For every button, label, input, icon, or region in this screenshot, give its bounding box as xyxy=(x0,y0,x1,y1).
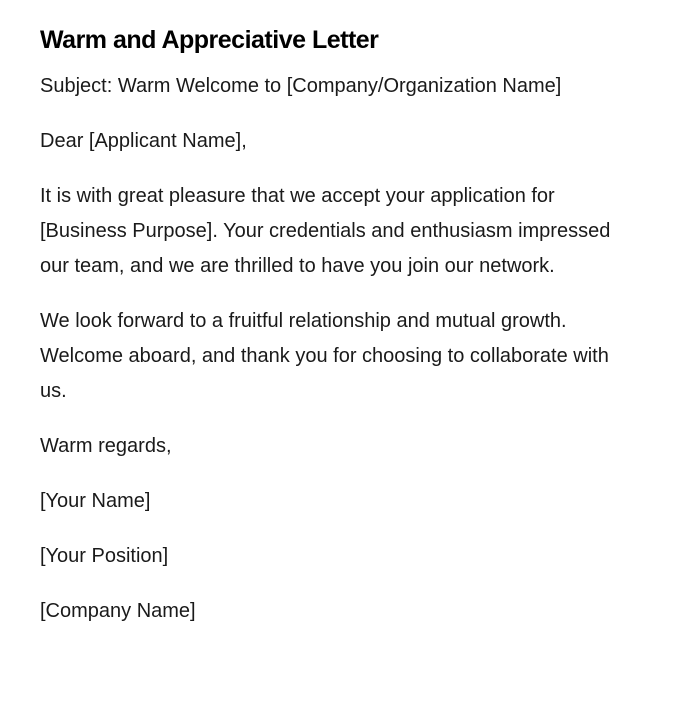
signature-name: [Your Name] xyxy=(40,490,151,512)
signature-company: [Company Name] xyxy=(40,600,196,622)
letter-greeting: Dear [Applicant Name], xyxy=(40,130,247,152)
letter-title: Warm and Appreciative Letter xyxy=(40,26,379,54)
letter-document xyxy=(40,22,640,629)
signature-position: [Your Position] xyxy=(40,545,169,567)
letter-paragraph-1: It is with great pleasure that we accept your application for [Business Purpose]. Your credentials and enthusiasm impressed our team, and we are thrilled to have you join our network. xyxy=(40,185,611,277)
letter-closing: Warm regards, xyxy=(40,435,172,457)
letter-paragraph-2: We look forward to a fruitful relationship and mutual growth. Welcome aboard, and thank you for choosing to collaborate with us. xyxy=(40,310,609,402)
letter-subject: Subject: Warm Welcome to [Company/Organization Name] xyxy=(40,75,562,97)
